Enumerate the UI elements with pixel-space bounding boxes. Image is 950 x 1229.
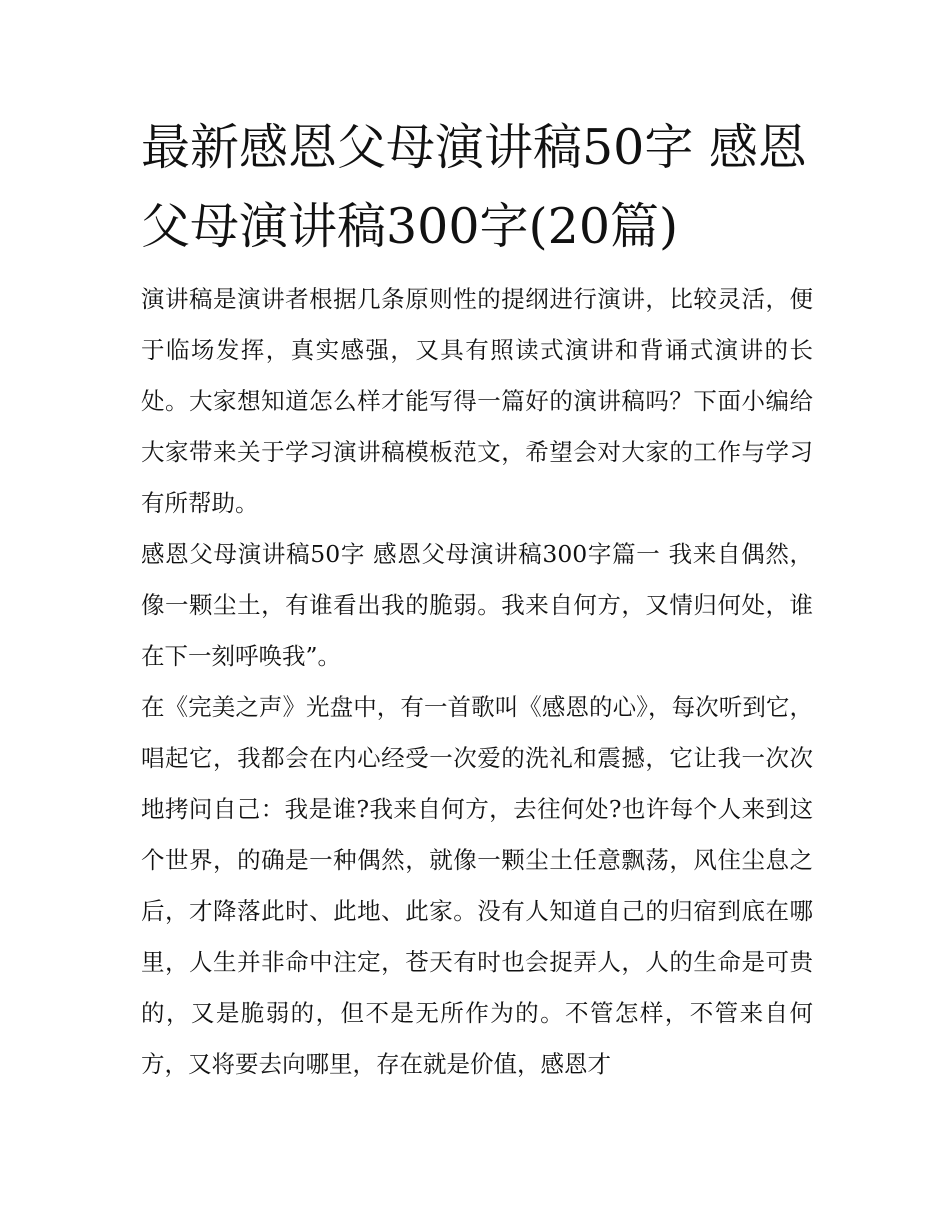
- paragraph-body: 在《完美之声》光盘中，有一首歌叫《感恩的心》，每次听到它，唱起它，我都会在内心经受一次爱的洗礼和震撼，它让我一次次地拷问自己：我是谁?我来自何方，去往何处?也许每个人来到这个世界，的确是一种偶然，就像一颗尘土任意飘荡，风住尘息之后，才降落此时、此地、此家。没有人知道自己的归宿到底在哪里，人生并非命中注定，苍天有时也会捉弄人，人的生命是可贵的，又是脆弱的，但不是无所作为的。不管怎样，不管来自何方，又将要去向哪里，存在就是价值，感恩才: [141, 693, 813, 1078]
- document-title: 最新感恩父母演讲稿50字 感恩父母演讲稿300字(20篇): [141, 119, 807, 255]
- paragraph-intro: 演讲稿是演讲者根据几条原则性的提纲进行演讲，比较灵活，便于临场发挥，真实感强，又具有照读式演讲和背诵式演讲的长处。大家想知道怎么样才能写得一篇好的演讲稿吗？下面小编给大家带来关于学习演讲稿模板范文，希望会对大家的工作与学习有所帮助。: [141, 285, 813, 517]
- paragraph-section-one: 感恩父母演讲稿50字 感恩父母演讲稿300字篇一 我来自偶然，像一颗尘土，有谁看出我的脆弱。我来自何方，又情归何处，谁在下一刻呼唤我”。: [141, 540, 813, 670]
- document-page: [141, 108, 813, 1090]
